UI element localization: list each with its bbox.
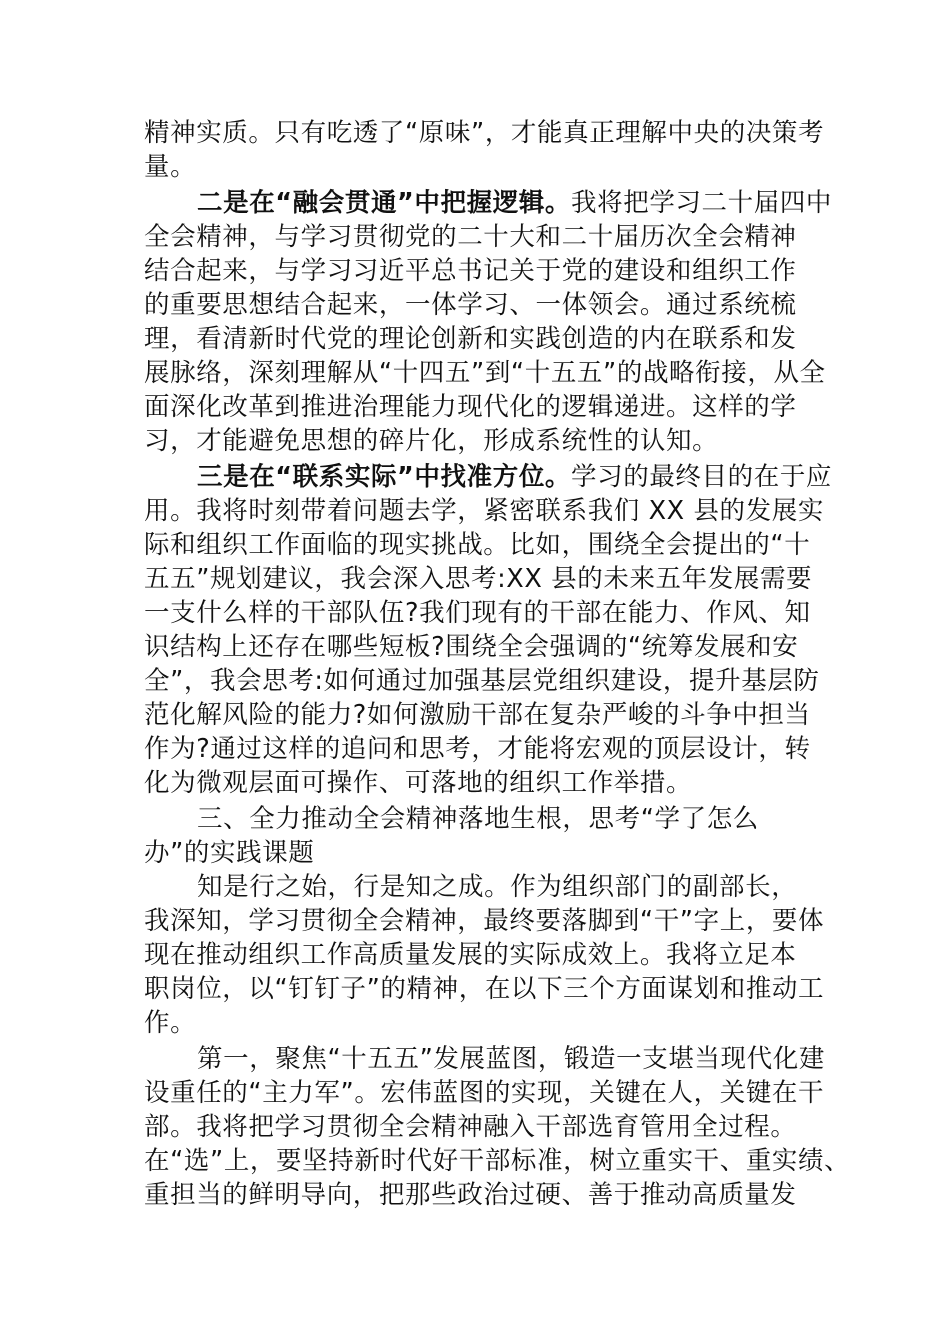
text-line: 作为?通过这样的追问和思考，才能将宏观的顶层设计，转 [144, 734, 811, 764]
text-line [144, 460, 833, 494]
text-line: 五五”规划建议，我会深入思考:XX 县的未来五年发展需要 [144, 564, 813, 594]
text-line: 设重任的“主力军”。宏伟蓝图的实现，关键在人，关键在干 [144, 1078, 825, 1108]
text-line: 现在推动组织工作高质量发展的实际成效上。我将立足本 [144, 940, 797, 970]
paragraph-lead-rest: 我将把学习二十届四中 [571, 188, 833, 218]
paragraph-intro [144, 870, 825, 1040]
paragraph-lead-bold: 二是在“融会贯通”中把握逻辑。 [197, 188, 572, 218]
text-line: 量。 [144, 152, 197, 182]
paragraph-point-three [144, 460, 833, 800]
paragraph-continuation [144, 116, 825, 184]
text-line: 全会精神，与学习贯彻党的二十大和二十届历次全会精神 [144, 222, 797, 252]
text-line: 知是行之始，行是知之成。作为组织部门的副部长， [197, 872, 798, 902]
text-line: 识结构上还存在哪些短板?围绕全会强调的“统筹发展和安 [144, 632, 799, 662]
text-line: 习，才能避免思想的碎片化，形成系统性的认知。 [144, 426, 719, 456]
document-page [144, 116, 851, 1212]
text-line [144, 186, 833, 220]
text-line: 重担当的鲜明导向，把那些政治过硬、善于推动高质量发 [144, 1180, 797, 1210]
paragraph-first-measure [144, 1042, 851, 1212]
text-line: 一支什么样的干部队伍?我们现有的干部在能力、作风、知 [144, 598, 811, 628]
text-line: 在“选”上，要坚持新时代好干部标准，树立重实干、重实绩、 [144, 1146, 851, 1176]
text-line: 全”，我会思考:如何通过加强基层党组织建设，提升基层防 [144, 666, 820, 696]
text-line: 精神实质。只有吃透了“原味”，才能真正理解中央的决策考 [144, 118, 825, 148]
text-line: 的重要思想结合起来，一体学习、一体领会。通过系统梳 [144, 290, 797, 320]
text-line: 范化解风险的能力?如何激励干部在复杂严峻的斗争中担当 [144, 700, 811, 730]
paragraph-point-two [144, 186, 833, 458]
heading-line: 办”的实践课题 [144, 838, 315, 868]
text-line: 展脉络，深刻理解从“十四五”到“十五五”的战略衔接，从全 [144, 358, 826, 388]
text-line: 职岗位，以“钉钉子”的精神，在以下三个方面谋划和推动工 [144, 974, 825, 1004]
text-line: 部。我将把学习贯彻全会精神融入干部选育管用全过程。 [144, 1112, 797, 1142]
text-line: 第一，聚焦“十五五”发展蓝图，锻造一支堪当现代化建 [197, 1044, 825, 1074]
section-heading [144, 802, 812, 870]
text-line: 化为微观层面可操作、可落地的组织工作举措。 [144, 768, 693, 798]
text-line: 我深知，学习贯彻全会精神，最终要落脚到“干”字上，要体 [144, 906, 825, 936]
text-line: 作。 [144, 1008, 197, 1038]
text-line: 理，看清新时代党的理论创新和实践创造的内在联系和发 [144, 324, 797, 354]
text-line: 用。我将时刻带着问题去学，紧密联系我们 XX 县的发展实 [144, 496, 824, 526]
heading-line: 三、全力推动全会精神落地生根，思考“学了怎么 [197, 804, 759, 834]
text-line: 结合起来，与学习习近平总书记关于党的建设和组织工作 [144, 256, 797, 286]
text-line: 面深化改革到推进治理能力现代化的逻辑递进。这样的学 [144, 392, 797, 422]
paragraph-lead-rest: 学习的最终目的在于应 [571, 462, 833, 492]
paragraph-lead-bold: 三是在“联系实际”中找准方位。 [197, 462, 572, 492]
text-line: 际和组织工作面临的现实挑战。比如，围绕全会提出的“十 [144, 530, 811, 560]
